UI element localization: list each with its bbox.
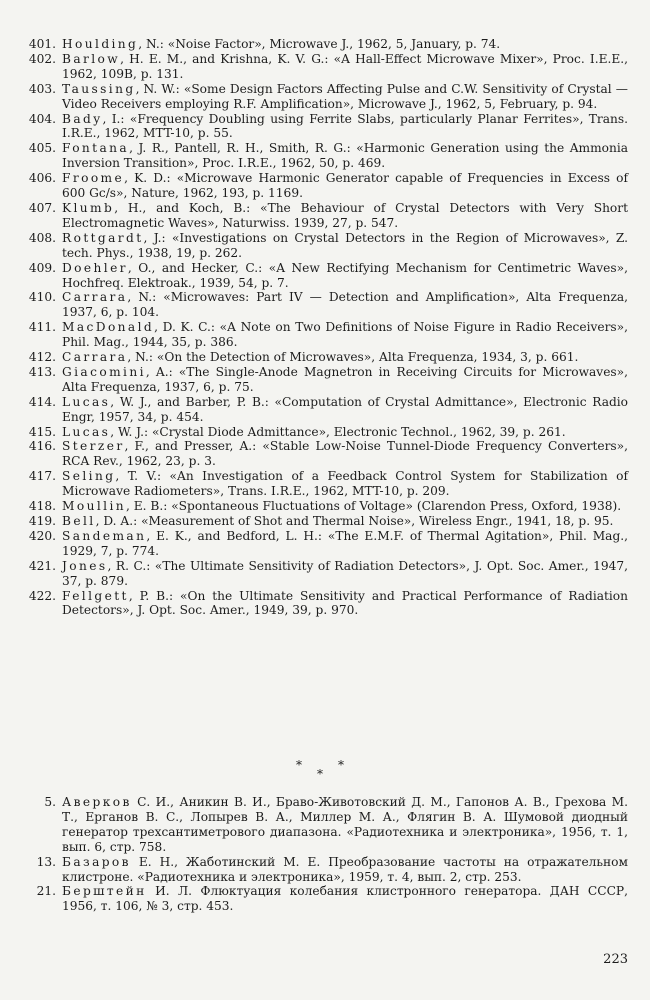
ref-number: 419. — [28, 514, 56, 528]
reference-418 — [26, 499, 628, 514]
ref-author: Klumb — [62, 200, 115, 215]
ref-author: Sterzer — [62, 439, 125, 454]
ref-number: 407. — [28, 200, 56, 215]
ref-text — [62, 884, 628, 914]
ref-number: 421. — [28, 558, 56, 573]
ref-text — [62, 261, 628, 291]
page-number: 223 — [603, 952, 628, 967]
reference-403 — [26, 82, 628, 112]
ref-text — [62, 290, 628, 320]
ref-author: Sandeman — [62, 528, 147, 543]
ref-text — [62, 141, 628, 171]
ref-text — [62, 514, 628, 529]
ref-number: 410. — [28, 290, 56, 305]
ref-citation: , H. E. M., and Krishna, K. V. G.: «A Hall-Effect Microwave Mixer», Proc. I.E.E., 1962, 109B, p. 131. — [62, 51, 628, 81]
reference-411 — [26, 320, 628, 350]
ref-number: 408. — [28, 230, 56, 245]
ref-number: 413. — [28, 364, 56, 379]
ref-text — [62, 529, 628, 559]
ref-citation: , R. C.: «The Ultimate Sensitivity of Radiation Detectors», J. Opt. Soc. Amer., 1947, 37, p. 879. — [62, 558, 628, 588]
ref-author: Barlow — [62, 51, 121, 66]
ref-text — [62, 365, 628, 395]
ref-author: Lucas — [62, 394, 111, 409]
asterisk-icon: * — [317, 767, 323, 781]
ref-number: 403. — [28, 81, 56, 96]
ref-number: 420. — [28, 528, 56, 543]
reference-415 — [26, 425, 628, 440]
ref-author: Fontana — [62, 141, 130, 156]
reference-413 — [26, 365, 628, 395]
asterisk-icon: * — [338, 758, 344, 772]
ref-citation: , J. R., Pantell, R. H., Smith, R. G.: «Harmonic Generation using the Ammonia Inversion Transition», Proc. I.R.E., 1962, 50, p. 469. — [62, 141, 628, 171]
ref-number: 414. — [28, 394, 56, 409]
ref-number: 416. — [28, 439, 56, 454]
ref-text — [62, 231, 628, 261]
reference-ru-5 — [26, 795, 628, 855]
reference-404 — [26, 112, 628, 142]
ref-author: Taussing — [62, 81, 136, 96]
ref-citation: , T. V.: «An Investigation of a Feedback Control System for Stabilization of Microwave Radiometers», Trans. I.R.E., 1962, MTT-10, p. 209. — [62, 469, 628, 499]
ref-citation: , D. K. C.: «A Note on Two Definitions of Noise Figure in Radio Receivers», Phil. Mag., 1944, 35, p. 386. — [62, 320, 628, 350]
russian-reference-list — [26, 795, 628, 914]
ref-citation: И. Л. Флюктуация колебания клистронного генератора. ДАН СССР, 1956, т. 106, № 3, стр. 453. — [62, 884, 628, 914]
ref-citation: , J.: «Investigations on Crystal Detectors in the Region of Microwaves», Z. tech. Phys., 1938, 19, p. 262. — [62, 230, 628, 260]
ref-author: Bell — [62, 514, 96, 528]
ref-author: Jones — [62, 558, 108, 573]
ref-text — [62, 395, 628, 425]
ref-text — [62, 82, 628, 112]
ref-number: 412. — [28, 350, 56, 365]
ref-citation: , F., and Presser, A.: «Stable Low-Noise Tunnel-Diode Frequency Converters», RCA Rev., 1962, 23, p. 3. — [62, 439, 628, 469]
ref-citation: , I.: «Frequency Doubling using Ferrite Slabs, particularly Planar Ferrites», Trans. I.R.E., 1962, MTT-10, p. 55. — [62, 111, 628, 141]
ref-author: Lucas — [62, 424, 111, 439]
ref-author: Houlding — [62, 37, 139, 51]
reference-419 — [26, 514, 628, 529]
ref-text — [62, 320, 628, 350]
ref-author: Carrara — [62, 290, 128, 305]
ref-author: Bady — [62, 111, 103, 126]
ref-citation: , E. K., and Bedford, L. H.: «The E.M.F. of Thermal Agitation», Phil. Mag., 1929, 7, p. 774. — [62, 528, 628, 558]
reference-401 — [26, 37, 628, 52]
reference-412 — [26, 350, 628, 365]
reference-ru-21 — [26, 884, 628, 914]
reference-ru-13 — [26, 855, 628, 885]
section-separator — [290, 758, 360, 780]
ref-text — [62, 469, 628, 499]
ref-number: 418. — [28, 499, 56, 514]
ref-citation: , N.: «On the Detection of Microwaves», Alta Frequenza, 1934, 3, p. 661. — [127, 350, 579, 365]
reference-408 — [26, 231, 628, 261]
ref-number: 404. — [28, 111, 56, 126]
reference-409 — [26, 261, 628, 291]
ref-text — [62, 559, 628, 589]
reference-list — [26, 37, 628, 618]
ref-text — [62, 350, 628, 365]
reference-402 — [26, 52, 628, 82]
reference-420 — [26, 529, 628, 559]
ref-text — [62, 52, 628, 82]
ref-author: Doehler — [62, 260, 128, 275]
ref-text — [62, 439, 628, 469]
ref-citation: , E. B.: «Spontaneous Fluctuations of Voltage» (Clarendon Press, Oxford, 1938). — [126, 499, 622, 514]
ref-citation: , P. B.: «On the Ultimate Sensitivity and Practical Performance of Radiation Detectors», J. Opt. Soc. Amer., 1949, 39, p. 970. — [62, 588, 628, 618]
ref-author: Базаров — [62, 854, 131, 869]
ref-citation: , D. A.: «Measurement of Shot and Thermal Noise», Wireless Engr., 1941, 18, p. 95. — [95, 514, 614, 528]
ref-author: Moullin — [62, 499, 127, 514]
ref-citation: , N.: «Microwaves: Part IV — Detection and Amplification», Alta Frequenza, 1937, 6, p. 104. — [62, 290, 628, 320]
ref-author: Аверков — [62, 795, 132, 809]
reference-416 — [26, 439, 628, 469]
ref-number: 401. — [28, 37, 56, 51]
reference-422 — [26, 589, 628, 619]
ref-citation: , N. W.: «Some Design Factors Affecting Pulse and C.W. Sensitivity of Crystal — Video Receivers employing R.F. Amplification», Microwave J., 1962, 5, February, p. 94. — [62, 81, 628, 111]
ref-citation: , H., and Koch, B.: «The Behaviour of Crystal Detectors with Very Short Electromagnetic Waves», Naturwiss. 1939, 27, p. 547. — [62, 200, 628, 230]
reference-421 — [26, 559, 628, 589]
ref-number: 411. — [28, 320, 56, 335]
ref-author: Fellgett — [62, 588, 129, 603]
ref-number: 422. — [28, 588, 56, 603]
ref-author: Seling — [62, 469, 116, 484]
ref-author: Берштейн — [62, 884, 147, 899]
ref-number: 405. — [28, 141, 56, 156]
reference-417 — [26, 469, 628, 499]
ref-text — [62, 795, 628, 855]
ref-text — [62, 112, 628, 142]
ref-citation: , W. J., and Barber, P. B.: «Computation of Crystal Admittance», Electronic Radio Engr, 1957, 34, p. 454. — [62, 394, 628, 424]
ref-text — [62, 201, 628, 231]
ref-text — [62, 589, 628, 619]
ref-citation: , O., and Hecker, C.: «A New Rectifying Mechanism for Centimetric Waves», Hochfreq. Elektroak., 1939, 54, p. 7. — [62, 260, 628, 290]
ref-author: MacDonald — [62, 320, 155, 335]
ref-citation: С. И., Аникин В. И., Браво-Животовский Д. М., Гапонов А. В., Грехова М. Т., Ерганов В. С., Лопырев В. А., Миллер М. А., Флягин В. А. Шумовой диодный генератор трехсантиметрового диапазона. «Радиотехника и электроника», 1956, т. 1, вып. 6, стр. 758. — [62, 795, 628, 854]
ref-text — [62, 499, 628, 514]
ref-citation: , N.: «Noise Factor», Microwave J., 1962, 5, January, p. 74. — [138, 37, 501, 51]
ref-text — [62, 37, 628, 52]
ref-author: Giacomini — [62, 364, 146, 379]
ref-citation: Е. Н., Жаботинский М. Е. Преобразование частоты на отражательном клистроне. «Радиотехника и электроника», 1959, т. 4, вып. 2, стр. 253. — [62, 854, 628, 884]
ref-text — [62, 171, 628, 201]
ref-number: 402. — [28, 51, 56, 66]
ref-citation: , K. D.: «Microwave Harmonic Generator capable of Frequencies in Excess of 600 Gc/s», Nature, 1962, 193, p. 1169. — [62, 171, 628, 201]
ref-number: 5. — [44, 795, 56, 809]
ref-text — [62, 425, 628, 440]
reference-406 — [26, 171, 628, 201]
ref-author: Rottgardt — [62, 230, 144, 245]
asterisk-icon: * — [296, 758, 302, 772]
ref-number: 406. — [28, 171, 56, 186]
ref-citation: , W. J.: «Crystal Diode Admittance», Electronic Technol., 1962, 39, p. 261. — [110, 424, 566, 439]
ref-author: Carrara — [62, 350, 128, 365]
ref-number: 409. — [28, 260, 56, 275]
reference-414 — [26, 395, 628, 425]
reference-407 — [26, 201, 628, 231]
ref-text — [62, 855, 628, 885]
reference-410 — [26, 290, 628, 320]
ref-number: 21. — [36, 884, 56, 899]
ref-number: 417. — [28, 469, 56, 484]
ref-number: 415. — [28, 424, 56, 439]
ref-number: 13. — [36, 854, 56, 869]
reference-405 — [26, 141, 628, 171]
ref-citation: , A.: «The Single-Anode Magnetron in Receiving Circuits for Microwaves», Alta Frequenza, 1937, 6, p. 75. — [62, 364, 628, 394]
ref-author: Froome — [62, 171, 125, 186]
